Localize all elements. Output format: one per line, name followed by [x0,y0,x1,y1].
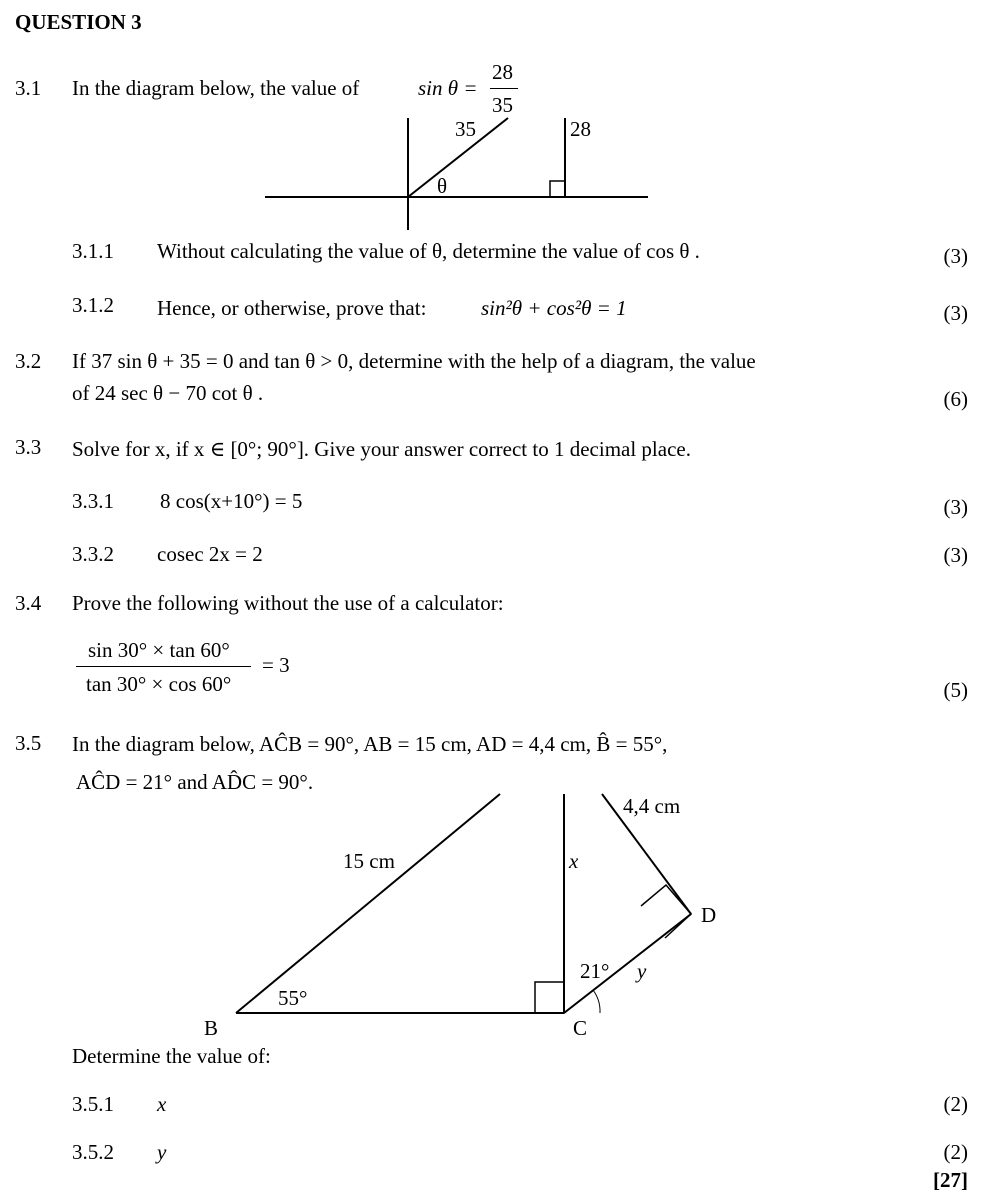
label-angle-c: 21° [580,959,610,983]
q35-line1: In the diagram below, AĈB = 90°, AB = 15 cm, AD = 4,4 cm, B̂ = 55°, [72,732,668,756]
q34-rhs: = 3 [262,653,290,677]
label-ad: 4,4 cm [623,794,681,818]
line-ab [236,794,500,1013]
total-marks: [27] [933,1168,968,1192]
angle-arc-c [593,990,600,1013]
q352-marks: (2) [943,1140,968,1164]
label-x: x [569,849,579,873]
vertex-c: C [573,1016,588,1040]
q34-text: Prove the following without the use of a calculator: [72,591,504,615]
right-angle-c [535,982,564,1013]
q34-frac-num: sin 30° × tan 60° [88,638,230,662]
q331-expr: 8 cos(x+10°) = 5 [160,489,303,513]
label-hyp: 35 [455,117,476,141]
q34-number: 3.4 [15,591,42,615]
vertex-d: D [701,903,717,927]
q351-marks: (2) [943,1092,968,1116]
q34-marks: (5) [943,678,968,702]
q311-text: Without calculating the value of θ, determine the value of cos θ . [157,239,700,263]
q33-number: 3.3 [15,435,42,459]
q312-expr: sin²θ + cos²θ = 1 [481,296,627,320]
q33-text: Solve for x, if x ∈ [0°; 90°]. Give your answer correct to 1 decimal place. [72,437,691,461]
q352-number: 3.5.2 [72,1140,114,1164]
right-angle-d [641,885,691,938]
q32-marks: (6) [943,387,968,411]
label-opp: 28 [570,117,591,141]
q35-line2: AĈD = 21° and AD̂C = 90°. [76,770,314,794]
label-y: y [637,959,647,983]
q32-line1: If 37 sin θ + 35 = 0 and tan θ > 0, determine with the help of a diagram, the value [72,349,756,373]
q311-marks: (3) [943,244,968,268]
q31-expr: sin θ = [418,76,478,100]
q332-expr: cosec 2x = 2 [157,542,263,566]
q332-marks: (3) [943,543,968,567]
q31-number: 3.1 [15,76,42,100]
right-angle-marker [550,181,565,197]
q31-text: In the diagram below, the value of [72,76,360,100]
q352-expr: y [157,1140,167,1164]
question-heading: QUESTION 3 [15,10,142,34]
q332-number: 3.3.2 [72,542,114,566]
q351-expr: x [157,1092,167,1116]
q312-number: 3.1.2 [72,293,114,317]
label-ab: 15 cm [343,849,395,873]
q331-number: 3.3.1 [72,489,114,513]
q331-marks: (3) [943,495,968,519]
q31-frac-den: 35 [492,93,513,117]
q32-line2: of 24 sec θ − 70 cot θ . [72,381,264,405]
q35-number: 3.5 [15,731,42,755]
q32-number: 3.2 [15,349,42,373]
q351-number: 3.5.1 [72,1092,114,1116]
q34-frac-line [76,666,251,667]
q312-marks: (3) [943,301,968,325]
q35-determine: Determine the value of: [72,1044,271,1068]
q311-number: 3.1.1 [72,239,114,263]
vertex-b: B [204,1016,219,1040]
label-theta: θ [437,174,448,198]
q34-frac-den: tan 30° × cos 60° [86,672,232,696]
diagram-35-lines [236,794,691,1013]
q31-frac-num: 28 [492,60,513,84]
q312-text: Hence, or otherwise, prove that: [157,296,427,320]
label-angle-b: 55° [278,986,308,1010]
